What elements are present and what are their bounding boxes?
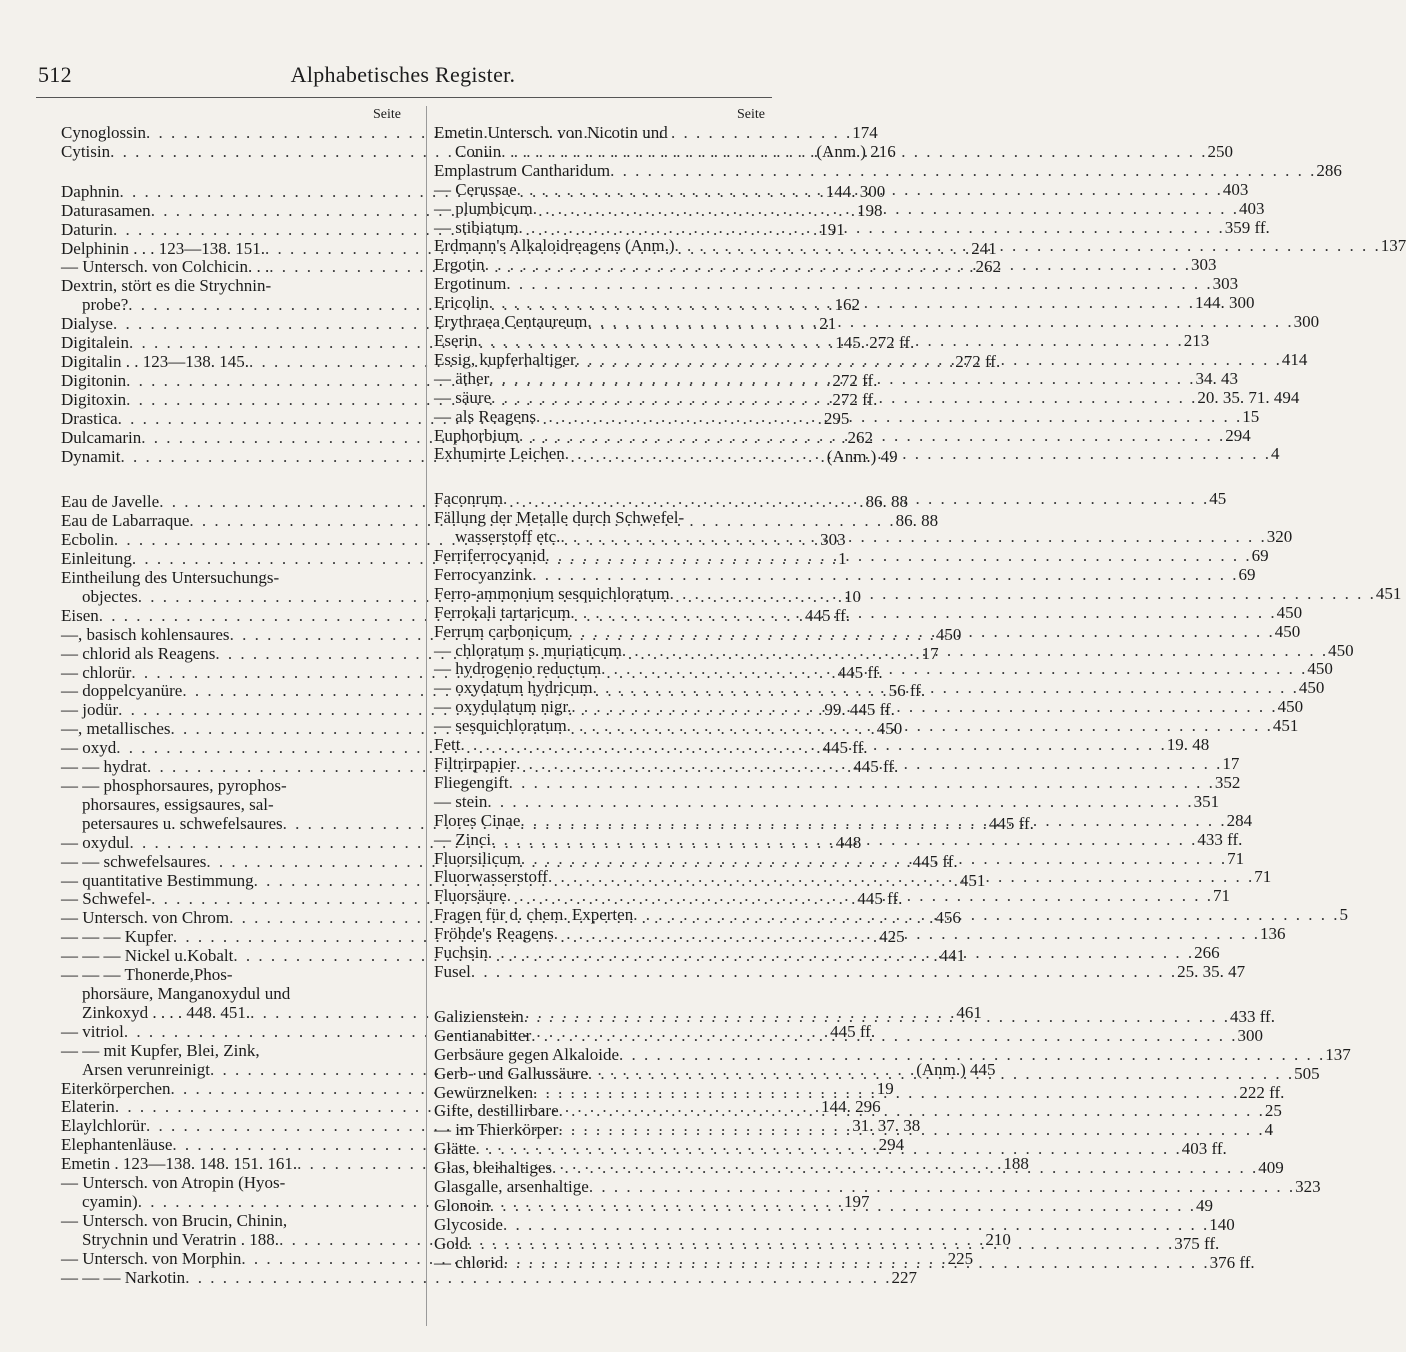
- index-entry: [434, 160, 1342, 181]
- page-ref: 71: [1227, 848, 1245, 868]
- entry-term: — — hydrat: [61, 757, 147, 777]
- entry-term: Digitonin: [61, 370, 127, 390]
- entry-term: — — — Narkotin: [61, 1267, 186, 1287]
- page-ref: (Anm.) 445: [916, 1059, 996, 1079]
- page-ref: 505: [1294, 1063, 1320, 1083]
- page-ref: 451: [959, 870, 986, 890]
- entry-term: Digitalein: [61, 333, 129, 353]
- entry-term: Daturin: [61, 219, 113, 239]
- page-ref: 210: [985, 1229, 1011, 1249]
- entry-term: Ergotinum: [434, 274, 507, 294]
- page-ref: 4: [1264, 1120, 1274, 1140]
- dot-leader: [531, 1027, 1237, 1046]
- entry-term: Eau de Javelle: [61, 492, 160, 512]
- page-ref: 15: [1242, 406, 1260, 426]
- entry-term: Erdmann's Alkaloidreagens (Anm.): [434, 236, 675, 256]
- dot-leader: [521, 850, 1227, 869]
- entry-term: Fluorsäure: [434, 886, 507, 906]
- page-ref: 295: [823, 408, 850, 428]
- entry-term: — stein: [434, 791, 488, 811]
- dot-leader: [619, 1046, 1325, 1065]
- entry-term: Digitalin . . 123—138. 145.: [61, 351, 249, 371]
- entry-term: Ferrum carbonicum: [434, 621, 569, 641]
- page-ref: (Anm.) 49: [826, 446, 898, 466]
- index-entry-text: — — phosphorsaures, pyrophos-: [61, 776, 287, 795]
- entry-term: Glätte: [434, 1139, 476, 1159]
- dot-leader: [675, 237, 1381, 256]
- entry-term: — säure: [434, 387, 492, 407]
- dot-leader: [610, 162, 1316, 181]
- dot-leader: [519, 219, 1225, 238]
- index-entry: [434, 791, 1220, 812]
- entry-term: — Schwefel-: [61, 889, 152, 909]
- page-ref: 266: [1194, 943, 1220, 963]
- dot-leader: [532, 566, 1238, 585]
- index-entry: [434, 1044, 1351, 1065]
- dot-leader: [569, 623, 1275, 642]
- entry-term: — hydrogenio reductum: [434, 659, 602, 679]
- entry-term: — Zinci: [434, 829, 492, 849]
- page-ref: 4: [1271, 444, 1280, 464]
- dot-leader: [489, 294, 1195, 313]
- dot-leader: [588, 1065, 1294, 1084]
- index-entry-text: Emetin Untersch. von Nicotin und: [434, 123, 668, 142]
- page-ref: 31. 37. 38: [852, 1116, 921, 1136]
- entry-term: — vitriol: [61, 1021, 124, 1041]
- page-ref: 19: [876, 1078, 894, 1098]
- index-entry-text: phorsäure, Manganoxydul und: [82, 983, 291, 1003]
- dot-leader: [519, 427, 1225, 446]
- page-ref: 191: [819, 219, 845, 239]
- entry-term: —, basisch kohlensaures: [61, 624, 230, 644]
- entry-term: — — — Nickel u.Kobalt: [61, 946, 234, 966]
- entry-term: — — — Kupfer: [61, 927, 173, 947]
- index-entry-text: Eintheilung des Untersuchungs-: [61, 568, 280, 588]
- page-ref: 445 ff.: [805, 605, 851, 625]
- dot-leader: [622, 642, 1328, 661]
- page-ref: 409: [1258, 1158, 1284, 1178]
- dot-leader: [489, 370, 1195, 389]
- page-ref: 1: [838, 549, 847, 569]
- page-ref: (Anm.) 216: [816, 141, 896, 161]
- page-ref: 34. 43: [1195, 368, 1238, 388]
- entry-term: — chlorid als Reagens: [61, 643, 216, 663]
- entry-term: Elaterin: [61, 1097, 115, 1117]
- page-number: 512: [38, 62, 72, 87]
- page-ref: 272 ff.: [832, 370, 878, 390]
- entry-term: Digitoxin: [61, 389, 127, 409]
- entry-term: — chloratum s. muriaticum: [434, 640, 622, 660]
- page-ref: 351: [1193, 791, 1220, 811]
- index-entry: [434, 621, 1301, 642]
- page-ref: 303: [1190, 255, 1217, 275]
- entry-term: Eau de Labarraque: [61, 511, 190, 531]
- entry-term: Erythraea Centaureum: [434, 312, 588, 332]
- page-ref: 445 ff.: [830, 1021, 876, 1041]
- index-entry: [434, 772, 1241, 793]
- entry-term: Fliegengift: [434, 772, 509, 792]
- page-ref: 262: [847, 427, 873, 447]
- page-ref: 375 ff.: [1174, 1233, 1220, 1253]
- dot-leader: [533, 1084, 1239, 1103]
- page-ref: 144. 296: [821, 1097, 881, 1117]
- entry-term: Filtrirpapier: [434, 754, 517, 773]
- entry-term: Essig, kupferhaltiger: [434, 349, 576, 369]
- page-ref: 250: [1207, 141, 1234, 161]
- dot-leader: [567, 717, 1273, 736]
- page-ref: 450: [1276, 602, 1303, 622]
- entry-term: Fröhde's Reagens: [434, 924, 554, 944]
- entry-term: Delphinin . . . 123—138. 151.: [61, 238, 265, 258]
- dot-leader: [468, 1235, 1174, 1254]
- entry-term: Glasgalle, arsenhaltige: [434, 1177, 589, 1197]
- dot-leader: [503, 490, 1209, 509]
- page-ref: 71: [1254, 867, 1272, 887]
- page-ref: 144. 300: [825, 181, 886, 201]
- page-ref: 272 ff.: [955, 351, 1001, 371]
- entry-term: Eserin: [434, 330, 478, 350]
- page-ref: 241: [971, 238, 997, 258]
- page-ref: 352: [1214, 772, 1241, 792]
- entry-term: wasserstoff etc.: [455, 527, 561, 547]
- page-ref: 69: [1238, 564, 1256, 584]
- page-ref: 25. 35. 47: [1177, 961, 1246, 981]
- seite-label: Seite: [373, 107, 401, 122]
- entry-term: — plumbicum: [434, 198, 533, 218]
- dot-leader: [548, 868, 1254, 887]
- entry-term: Cynoglossin: [61, 123, 147, 142]
- page-ref: 414: [1281, 349, 1308, 369]
- page-ref: 20. 35. 71. 494: [1197, 387, 1300, 407]
- page-ref: 359 ff.: [1224, 217, 1270, 237]
- page-ref: 445 ff.: [912, 851, 958, 871]
- page-title: Alphabetisches Register.: [290, 62, 516, 87]
- page-ref: 213: [1183, 330, 1210, 350]
- page-ref: 197: [843, 1191, 870, 1211]
- entry-term: Eiterkörperchen: [61, 1078, 171, 1098]
- page-ref: 461: [956, 1002, 982, 1022]
- page-ref: 5: [1339, 905, 1348, 925]
- entry-term: Zinkoxyd . . . . 448. 451.: [82, 1002, 251, 1022]
- page-ref: 262: [975, 257, 1001, 277]
- page-ref: 450: [935, 624, 962, 644]
- entry-term: — Untersch. von Colchicin. . .: [61, 257, 270, 277]
- entry-term: Glas, bleihaltiges: [434, 1158, 553, 1178]
- page-ref: 323: [1295, 1177, 1321, 1197]
- dot-leader: [559, 1102, 1265, 1121]
- page-ref: 86. 88: [895, 511, 939, 531]
- entry-term: — äther: [434, 368, 490, 388]
- entry-term: Faconrum: [434, 489, 503, 509]
- page-ref: 450: [1277, 697, 1304, 717]
- entry-term: Euphorbium: [434, 425, 519, 445]
- page-ref: 456: [935, 908, 961, 928]
- entry-term: Ferrokali tartaricum: [434, 602, 571, 622]
- entry-term: Gifte, destillirbare: [434, 1101, 559, 1121]
- page-ref: 140: [1209, 1214, 1235, 1234]
- page-ref: 145. 272 ff.: [835, 333, 915, 353]
- entry-term: — oxydatum hydricum: [434, 678, 593, 698]
- page-ref: 445 ff.: [857, 889, 903, 909]
- dot-leader: [587, 313, 1293, 332]
- page-ref: 450: [1328, 640, 1354, 660]
- entry-term: Flores Cinae: [434, 810, 521, 830]
- entry-term: — Untersch. von Morphin: [61, 1248, 242, 1268]
- entry-term: Ferro-ammonium sesquichloratum: [434, 583, 670, 603]
- page-ref: 450: [876, 719, 903, 739]
- dot-leader: [460, 736, 1166, 755]
- page-ref: 425: [879, 927, 905, 947]
- page-ref: 294: [878, 1135, 905, 1155]
- entry-term: probe?: [82, 295, 129, 315]
- page-ref: 272 ff.: [832, 389, 878, 409]
- dot-leader: [589, 1178, 1295, 1197]
- entry-term: Exhumirte Leichen: [434, 444, 565, 464]
- page-ref: 403 ff.: [1181, 1139, 1227, 1159]
- index-entry-text: — — mit Kupfer, Blei, Zink,: [61, 1040, 260, 1060]
- page-ref: 45: [1209, 489, 1227, 509]
- entry-term: — quantitative Bestimmung: [61, 870, 254, 890]
- entry-term: Glonoin: [434, 1195, 490, 1215]
- page-ref: 450: [1298, 678, 1325, 698]
- entry-term: cyamin): [82, 1191, 138, 1211]
- entry-term: Gewürznelken: [434, 1082, 534, 1102]
- entry-term: Gerbsäure gegen Alkaloide: [434, 1044, 620, 1064]
- index-entry-text: — — — Thonerde,Phos-: [61, 965, 233, 985]
- dot-leader: [509, 774, 1215, 793]
- entry-term: Elaylchlorür: [61, 1116, 146, 1136]
- dot-leader: [501, 143, 1207, 162]
- page-ref: 403: [1238, 198, 1265, 218]
- page-ref: 49: [1195, 1195, 1213, 1215]
- page-ref: 445 ff.: [988, 813, 1034, 833]
- dot-leader: [552, 1159, 1258, 1178]
- entry-term: Dialyse: [61, 314, 113, 334]
- index-entry: [434, 1177, 1321, 1197]
- dot-leader: [576, 351, 1282, 370]
- index-entry-text: — Untersch. von Atropin (Hyos-: [61, 1173, 286, 1193]
- index-entry: [434, 1214, 1235, 1235]
- entry-term: Fluorwasserstoff: [434, 867, 548, 887]
- header-rule: [36, 97, 772, 98]
- entry-term: Fusel: [434, 961, 471, 981]
- entry-term: Ericolin: [434, 293, 489, 313]
- entry-term: — oxydul: [61, 832, 130, 852]
- page-ref: 433 ff.: [1197, 829, 1243, 849]
- dot-leader: [520, 812, 1226, 831]
- entry-term: Dynamit: [61, 446, 121, 466]
- index-entry: [434, 564, 1256, 585]
- entry-term: Gentianabitter: [434, 1025, 532, 1045]
- page-ref: 445 ff.: [837, 662, 883, 682]
- page-ref: 433 ff.: [1229, 1006, 1275, 1026]
- dot-leader: [490, 1197, 1196, 1216]
- dot-leader: [570, 604, 1276, 623]
- page-ref: 284: [1226, 810, 1253, 830]
- entry-term: Daphnin: [61, 181, 120, 201]
- page-ref: 300: [1237, 1025, 1263, 1045]
- entry-term: — Untersch. von Chrom: [61, 908, 230, 928]
- page-ref: 17: [1222, 754, 1240, 773]
- entry-term: — chlorür: [61, 662, 132, 682]
- entry-term: Fett: [434, 735, 461, 755]
- page-ref: 137: [1380, 236, 1406, 256]
- dot-leader: [487, 793, 1193, 812]
- page-ref: 136: [1259, 924, 1286, 944]
- entry-term: Ferriferrocyanid: [434, 546, 546, 566]
- page-ref: 445 ff.: [853, 757, 899, 777]
- dot-leader: [476, 1140, 1182, 1159]
- page-ref: 403: [1222, 179, 1249, 199]
- page-ref: 21: [819, 314, 837, 334]
- page-ref: 450: [1274, 621, 1301, 641]
- entry-term: Galizienstein: [434, 1006, 524, 1026]
- dot-leader: [471, 963, 1177, 982]
- entry-term: Dulcamarin: [61, 427, 142, 447]
- dot-leader: [560, 528, 1266, 547]
- entry-term: — — schwefelsaures: [61, 851, 207, 871]
- entry-term: Emplastrum Cantharidum: [434, 160, 611, 180]
- entry-term: — chlorid: [434, 1252, 504, 1272]
- dot-leader: [491, 831, 1197, 850]
- entry-term: — im Thierkörper: [434, 1120, 559, 1140]
- dot-leader: [524, 1008, 1230, 1027]
- page-ref: 162: [834, 295, 861, 315]
- entry-term: — Cerussae: [434, 179, 517, 199]
- page-ref: 99. 445 ff.: [824, 700, 895, 720]
- dot-leader: [488, 944, 1194, 963]
- dot-leader: [558, 1121, 1264, 1140]
- index-entry: [434, 274, 1239, 294]
- entry-term: Daturasamen: [61, 200, 151, 220]
- entry-term: Arsen verunreinigt: [82, 1059, 210, 1079]
- dot-leader: [477, 332, 1183, 351]
- entry-term: Emetin . 123—138. 148. 151. 161.: [61, 1154, 298, 1174]
- dot-leader: [506, 275, 1212, 294]
- page-ref: 227: [891, 1267, 917, 1287]
- index-entry-text: Dextrin, stört es die Strychnin-: [61, 276, 272, 296]
- entry-term: Drastica: [61, 408, 118, 428]
- entry-term: Gerb- und Gallussäure: [434, 1063, 588, 1083]
- dot-leader: [533, 200, 1239, 219]
- page-ref: 286: [1316, 160, 1342, 180]
- page-ref: 451: [1272, 716, 1299, 736]
- page-ref: 19. 48: [1166, 735, 1210, 755]
- page-ref: 303: [820, 530, 846, 550]
- dot-leader: [601, 660, 1307, 679]
- entry-term: Einleitung: [61, 549, 132, 569]
- page-ref: 174: [852, 123, 878, 142]
- page-ref: 225: [947, 1248, 974, 1268]
- entry-term: Strychnin und Veratrin . 188.: [82, 1229, 280, 1249]
- entry-term: — oxyd: [61, 738, 117, 758]
- page-ref: 56 ff.: [888, 681, 926, 701]
- index-entry: [61, 1267, 917, 1288]
- dot-leader: [517, 181, 1223, 200]
- page-ref: 448: [835, 832, 862, 852]
- dot-leader: [507, 887, 1213, 906]
- page-ref: 300: [1293, 312, 1320, 332]
- page-ref: 10: [843, 586, 861, 606]
- page-ref: 137: [1325, 1044, 1351, 1064]
- entry-term: Glycoside: [434, 1214, 503, 1234]
- seite-label: Seite: [737, 107, 765, 122]
- entry-term: Fragen für d. chem. Experten: [434, 905, 634, 925]
- entry-term: — doppelcyanüre: [61, 681, 183, 701]
- entry-term: objectes: [82, 586, 138, 606]
- page-ref: 144. 300: [1195, 293, 1255, 313]
- page-ref: 198: [856, 200, 883, 220]
- entry-term: petersaures u. schwefelsaures: [82, 813, 283, 833]
- entry-term: Elephantenläuse: [61, 1135, 173, 1155]
- index-entry: [434, 546, 1269, 566]
- page-ref: 445 ff.: [822, 738, 868, 758]
- dot-leader: [593, 679, 1299, 698]
- entry-term: Fuchsin: [434, 943, 488, 963]
- entry-term: Ergotin: [434, 255, 485, 275]
- page-ref: 17: [921, 643, 939, 663]
- index-entry-text: Fällung der Metalle durch Schwefel-: [434, 508, 685, 528]
- dot-leader: [536, 408, 1242, 427]
- entry-term: — stibiatum: [434, 217, 519, 237]
- index-entry-text: — Untersch. von Brucin, Chinin,: [61, 1210, 288, 1230]
- dot-leader: [565, 445, 1271, 464]
- entry-term: —, metallisches: [61, 719, 171, 739]
- page-ref: 320: [1266, 527, 1293, 547]
- index-entry-text: phorsaures, essigsaures, sal-: [82, 794, 274, 814]
- page-ref: 188: [1003, 1154, 1029, 1174]
- dot-leader: [545, 547, 1251, 566]
- dot-leader: [491, 389, 1197, 408]
- entry-term: Cytisin: [61, 141, 111, 161]
- entry-term: Fluorsilicum: [434, 848, 521, 868]
- page-ref: 303: [1212, 274, 1239, 294]
- page-ref: 451: [1375, 583, 1402, 603]
- entry-term: — sesquichloratum: [434, 716, 567, 736]
- entry-term: Ferrocyanzink: [434, 564, 533, 584]
- page-ref: 86. 88: [865, 492, 908, 512]
- entry-term: — oxydulatum nigr.: [434, 697, 572, 717]
- entry-term: — jodür: [61, 700, 119, 720]
- page-ref: 450: [1307, 659, 1333, 679]
- dot-leader: [503, 1254, 1209, 1273]
- dot-leader: [485, 256, 1191, 275]
- page-ref: 222 ff.: [1239, 1082, 1285, 1102]
- index-entry: [434, 961, 1246, 982]
- page-ref: 294: [1225, 425, 1251, 445]
- dot-leader: [503, 1216, 1209, 1235]
- page-ref: 376 ff.: [1209, 1252, 1255, 1272]
- dot-leader: [571, 698, 1277, 717]
- entry-term: Eisen: [61, 605, 99, 625]
- dot-leader: [554, 925, 1260, 944]
- entry-term: Gold: [434, 1233, 468, 1253]
- entry-term: — als Reagens: [434, 406, 536, 426]
- dot-leader: [633, 906, 1339, 925]
- page-ref: 25: [1264, 1101, 1282, 1121]
- page-header: [38, 62, 768, 92]
- page-ref: 441: [939, 946, 966, 966]
- page-ref: 69: [1251, 546, 1269, 566]
- dot-leader: [670, 585, 1376, 604]
- entry-term: Ecbolin: [61, 530, 114, 550]
- dot-leader: [516, 755, 1222, 774]
- page-ref: 71: [1212, 886, 1230, 906]
- entry-term: Coniin: [455, 141, 502, 161]
